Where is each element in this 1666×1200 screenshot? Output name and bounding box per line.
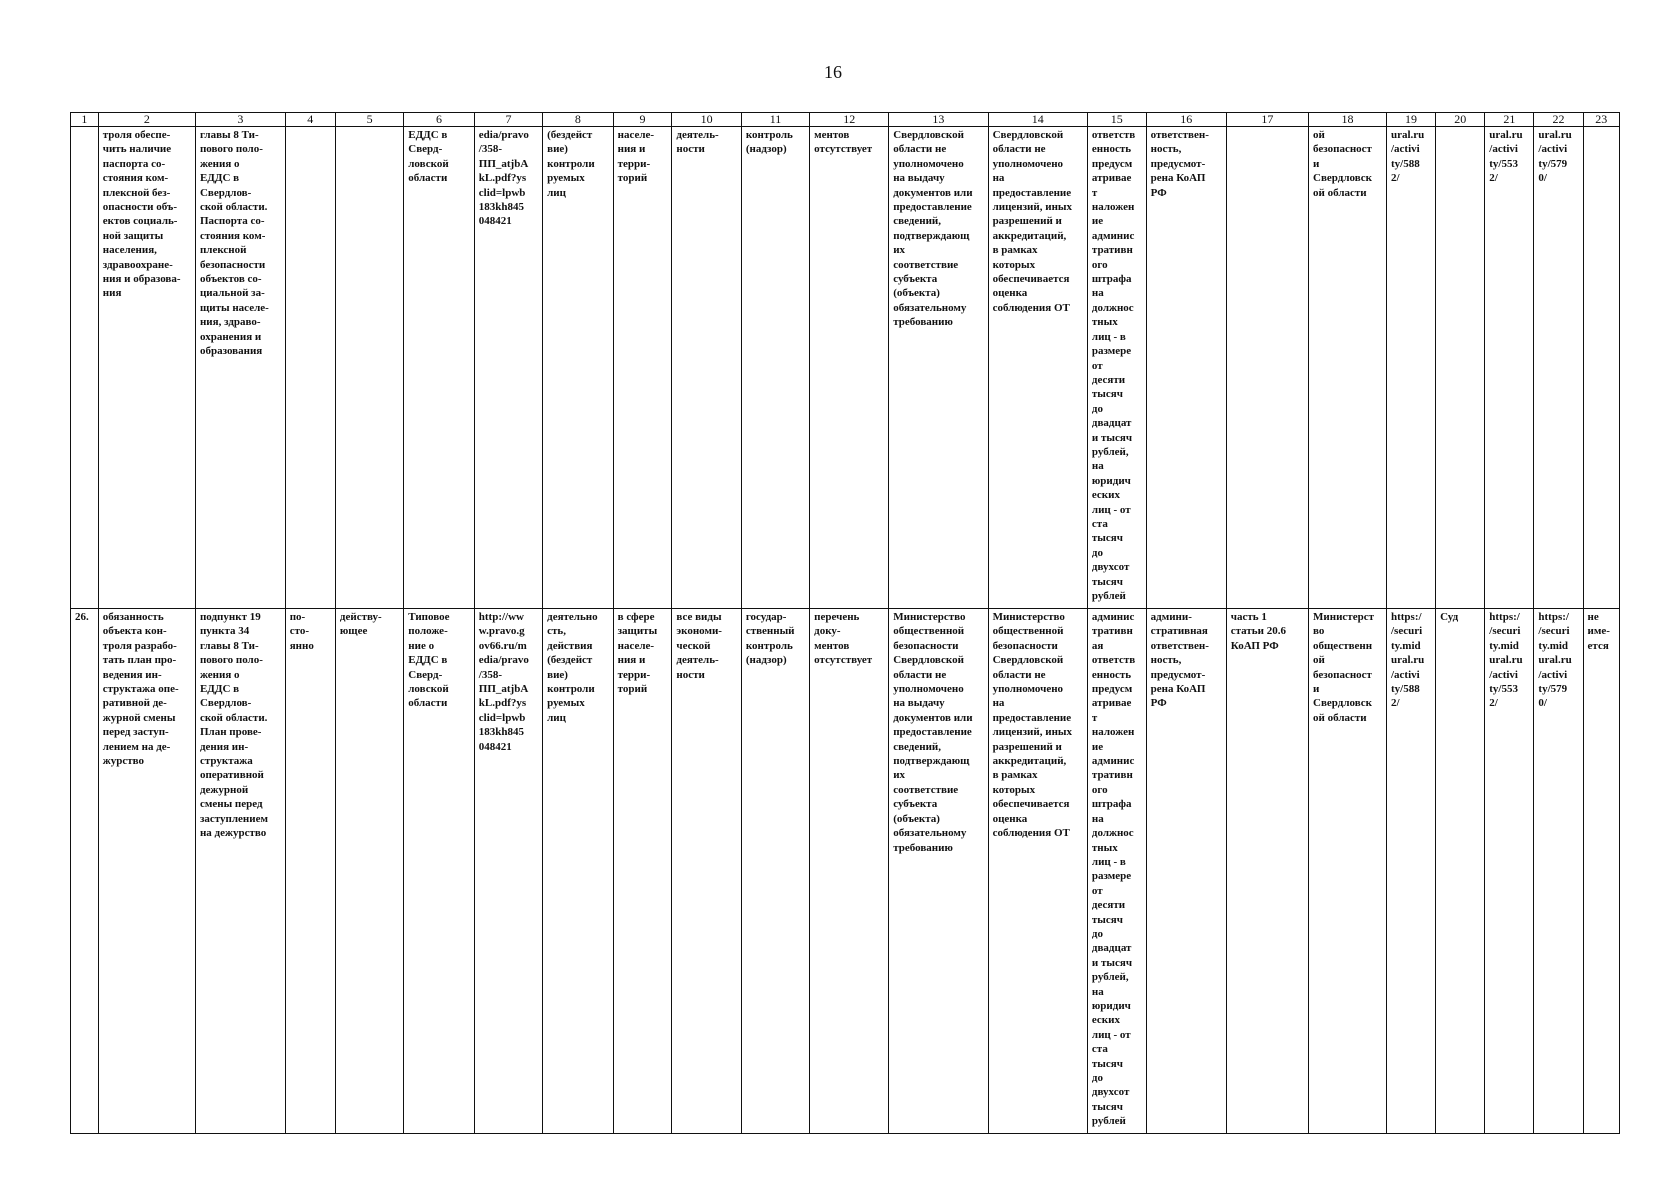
- table-cell: перечень доку- ментов отсутствует: [810, 609, 889, 1134]
- column-number: 11: [741, 113, 809, 127]
- table-row: [71, 127, 1620, 609]
- table-cell: [335, 127, 403, 609]
- column-number: 12: [810, 113, 889, 127]
- column-number: 16: [1146, 113, 1226, 127]
- table-cell: [1583, 127, 1619, 609]
- table-cell: в сфере защиты населе- ния и терри- торий: [613, 609, 672, 1134]
- column-number: 7: [474, 113, 542, 127]
- table-cell: ural.ru /activi ty/553 2/: [1485, 127, 1534, 609]
- column-number: 22: [1534, 113, 1583, 127]
- table-cell: Свердловской области не уполномочено на предоставление лицензий, иных разрешений и аккредитаций, в рамках которых обеспечивается оценка соблюдения ОТ: [988, 127, 1087, 609]
- column-number: 19: [1386, 113, 1435, 127]
- column-number: 3: [195, 113, 285, 127]
- table-cell: подпункт 19 пункта 34 главы 8 Ти- пового поло- жения о ЕДДС в Свердлов- ской области. План прове- дения ин- структажа оперативной дежурной смены перед заступлением на дежурство: [195, 609, 285, 1134]
- table-cell: по- сто- янно: [285, 609, 335, 1134]
- column-number: 10: [672, 113, 741, 127]
- column-number: 14: [988, 113, 1087, 127]
- column-number: 13: [889, 113, 988, 127]
- table-cell: все виды экономи- ческой деятель- ности: [672, 609, 741, 1134]
- table-cell: ой безопасност и Свердловск ой области: [1309, 127, 1387, 609]
- column-number: 4: [285, 113, 335, 127]
- column-number: 15: [1087, 113, 1146, 127]
- table-cell: не име- ется: [1583, 609, 1619, 1134]
- table-cell: админи- стративная ответствен- ность, предусмот- рена КоАП РФ: [1146, 609, 1226, 1134]
- column-number: 1: [71, 113, 99, 127]
- table-cell: https:/ /securi ty.mid ural.ru /activi ty/553 2/: [1485, 609, 1534, 1134]
- table-cell: ЕДДС в Сверд- ловской области: [404, 127, 475, 609]
- table-cell: edia/pravo /358- ПП_atjbA kL.pdf?ys clid=lpwb 183kh845 048421: [474, 127, 542, 609]
- table-cell: Типовое положе- ние о ЕДДС в Сверд- ловской области: [404, 609, 475, 1134]
- table-cell: [71, 127, 99, 609]
- registry-table: [70, 112, 1620, 1134]
- column-number: 23: [1583, 113, 1619, 127]
- column-number: 21: [1485, 113, 1534, 127]
- column-number-row: [71, 113, 1620, 127]
- table-cell: 26.: [71, 609, 99, 1134]
- table-cell: обязанность объекта кон- троля разрабо- тать план про- ведения ин- структажа опе- ративной де- журной смены перед заступ- лением на де- журство: [98, 609, 195, 1134]
- column-number: 6: [404, 113, 475, 127]
- table-cell: [1436, 127, 1485, 609]
- column-number: 2: [98, 113, 195, 127]
- column-number: 17: [1226, 113, 1308, 127]
- table-cell: Министерство общественной безопасности Свердловской области не уполномочено на выдачу документов или предоставление сведений, подтверждающ их соответствие субъекта (объекта) обязательному требованию: [889, 609, 988, 1134]
- column-number: 9: [613, 113, 672, 127]
- table-cell: ответствен- ность, предусмот- рена КоАП РФ: [1146, 127, 1226, 609]
- table-cell: деятель- ности: [672, 127, 741, 609]
- table-cell: Министерство общественной безопасности Свердловской области не уполномочено на предоставление лицензий, иных разрешений и аккредитаций, в рамках которых обеспечивается оценка соблюдения ОТ: [988, 609, 1087, 1134]
- table-cell: [1226, 127, 1308, 609]
- table-cell: главы 8 Ти- пового поло- жения о ЕДДС в Свердлов- ской области. Паспорта со- стояния ком- плексной безопасности объектов со- циальной за- щиты населе- ния, здраво- охранения и образования: [195, 127, 285, 609]
- table-cell: админис тративн ая ответств енность предусм атривае т наложен ие админис тративн ого штрафа на должнос тных лиц - в размере от десяти тысяч до двадцат и тысяч рублей, на юридич еских лиц - от ста тысяч до двухсот тысяч рублей: [1087, 609, 1146, 1134]
- table-cell: часть 1 статьи 20.6 КоАП РФ: [1226, 609, 1308, 1134]
- table-cell: Министерст во общественн ой безопасност и Свердловск ой области: [1309, 609, 1387, 1134]
- table-cell: ural.ru /activi ty/579 0/: [1534, 127, 1583, 609]
- table-cell: контроль (надзор): [741, 127, 809, 609]
- table-cell: Свердловской области не уполномочено на выдачу документов или предоставление сведений, подтверждающ их соответствие субъекта (объекта) обязательному требованию: [889, 127, 988, 609]
- table-cell: (бездейст вие) контроли руемых лиц: [543, 127, 614, 609]
- table-cell: [285, 127, 335, 609]
- table-cell: населе- ния и терри- торий: [613, 127, 672, 609]
- table-row: [71, 609, 1620, 1134]
- table-cell: ответств енность предусм атривае т наложен ие админис тративн ого штрафа на должнос тных лиц - в размере от десяти тысяч до двадцат и тысяч рублей, на юридич еских лиц - от ста тысяч до двухсот тысяч рублей: [1087, 127, 1146, 609]
- table-cell: троля обеспе- чить наличие паспорта со- стояния ком- плексной без- опасности объ- ектов социаль- ной защиты населения, здравоохране- ния и образова- ния: [98, 127, 195, 609]
- table-cell: https:/ /securi ty.mid ural.ru /activi ty/579 0/: [1534, 609, 1583, 1134]
- table-cell: ментов отсутствует: [810, 127, 889, 609]
- page-number: 16: [824, 62, 842, 82]
- table-cell: ural.ru /activi ty/588 2/: [1386, 127, 1435, 609]
- column-number: 18: [1309, 113, 1387, 127]
- table-cell: https:/ /securi ty.mid ural.ru /activi ty/588 2/: [1386, 609, 1435, 1134]
- table-cell: действу- ющее: [335, 609, 403, 1134]
- column-number: 5: [335, 113, 403, 127]
- column-number: 20: [1436, 113, 1485, 127]
- table-cell: Суд: [1436, 609, 1485, 1134]
- table-cell: http://ww w.pravo.g ov66.ru/m edia/pravo /358- ПП_atjbA kL.pdf?ys clid=lpwb 183kh845 048421: [474, 609, 542, 1134]
- column-number: 8: [543, 113, 614, 127]
- table-cell: государ- ственный контроль (надзор): [741, 609, 809, 1134]
- table-cell: деятельно сть, действия (бездейст вие) контроли руемых лиц: [543, 609, 614, 1134]
